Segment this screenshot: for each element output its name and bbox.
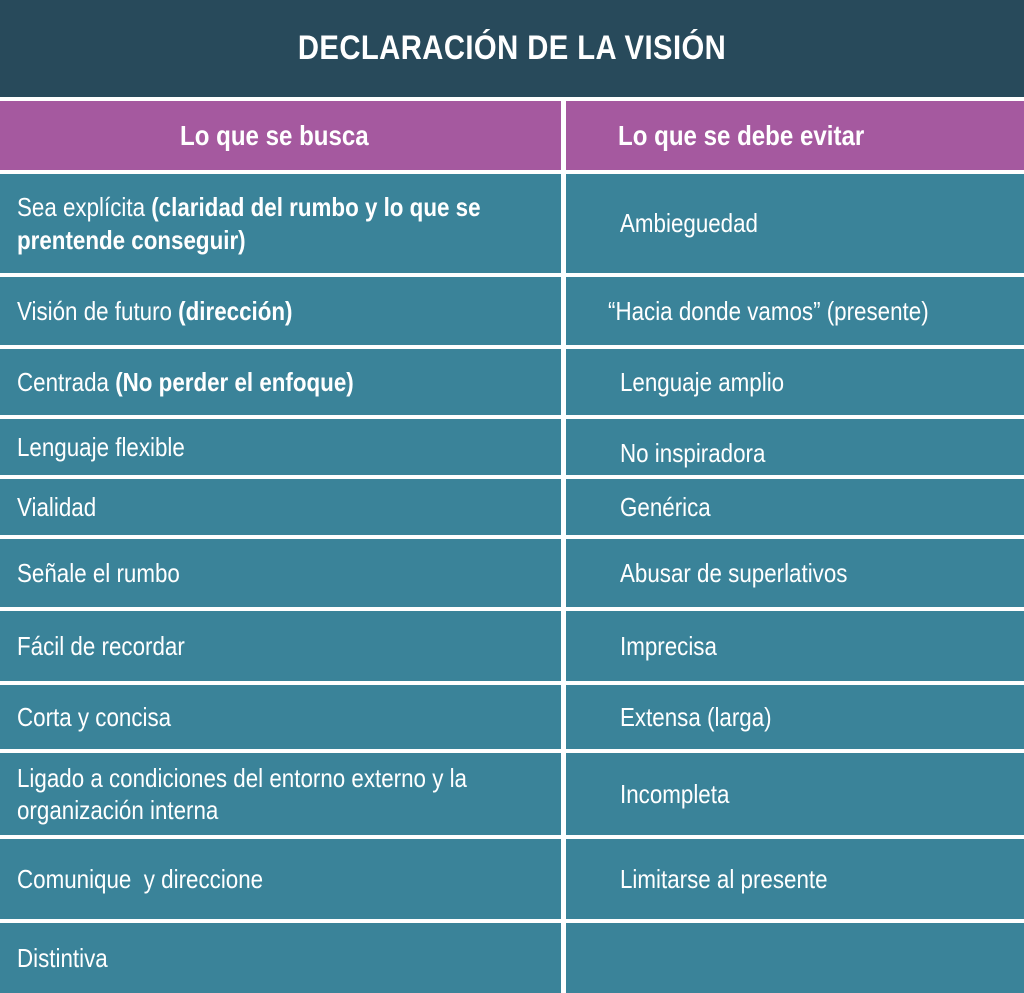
table-row-10-left <box>0 923 561 993</box>
table-row-6-right <box>566 611 1024 681</box>
table-row-0-right <box>566 174 1024 273</box>
row-8-left-text: Ligado a condiciones del entorno externo y la organización interna <box>17 762 467 825</box>
table-row-5-left <box>0 539 561 607</box>
header-left-label: Lo que se busca <box>180 120 369 151</box>
row-9-right-text: Limitarse al presente <box>620 863 828 894</box>
row-3-right-text: No inspiradora <box>620 437 766 468</box>
table-row-9-right <box>566 839 1024 919</box>
row-2-right-text: Lenguaje amplio <box>620 366 785 397</box>
row-1-left-text: Visión de futuro (dirección) <box>17 295 293 326</box>
table-row-3-left <box>0 419 561 475</box>
row-7-left-text: Corta y concisa <box>17 701 172 732</box>
row-5-right-text: Abusar de superlativos <box>620 557 848 588</box>
table-row-1-right <box>566 277 1024 345</box>
table-title-bar <box>0 0 1024 97</box>
header-right-label: Lo que se debe evitar <box>618 120 865 151</box>
row-2-left-text: Centrada (No perder el enfoque) <box>17 366 354 397</box>
row-9-left-text: Comunique y direccione <box>17 863 264 894</box>
row-0-right-text: Ambieguedad <box>620 208 759 239</box>
table-row-1-left <box>0 277 561 345</box>
table-row-8-right <box>566 753 1024 835</box>
table-row-2-left <box>0 349 561 415</box>
row-0-left-text: Sea explícita (claridad del rumbo y lo que se prentende conseguir) <box>17 192 481 255</box>
table-row-7-left <box>0 685 561 749</box>
row-4-left-text: Vialidad <box>17 491 97 522</box>
table-row-7-right <box>566 685 1024 749</box>
row-8-right-text: Incompleta <box>620 778 730 809</box>
table-row-5-right <box>566 539 1024 607</box>
table-row-2-right <box>566 349 1024 415</box>
row-6-left-text: Fácil de recordar <box>17 630 185 661</box>
row-1-right-text: “Hacia donde vamos” (presente) <box>608 295 929 326</box>
header-right <box>566 101 1024 170</box>
row-5-left-text: Señale el rumbo <box>17 557 180 588</box>
row-10-left-text: Distintiva <box>17 942 108 973</box>
table-row-9-left <box>0 839 561 919</box>
row-7-right-text: Extensa (larga) <box>620 701 772 732</box>
table-row-10-right <box>566 923 1024 993</box>
row-6-right-text: Imprecisa <box>620 630 717 661</box>
table-row-3-right <box>566 419 1024 475</box>
table-title: DECLARACIÓN DE LA VISIÓN <box>297 29 727 67</box>
header-left <box>0 101 561 170</box>
row-3-left-text: Lenguaje flexible <box>17 431 185 462</box>
row-4-right-text: Genérica <box>620 491 711 522</box>
table-row-4-right <box>566 479 1024 535</box>
table-row-4-left <box>0 479 561 535</box>
table-row-0-left <box>0 174 561 273</box>
table-row-6-left <box>0 611 561 681</box>
table-row-8-left <box>0 753 561 835</box>
